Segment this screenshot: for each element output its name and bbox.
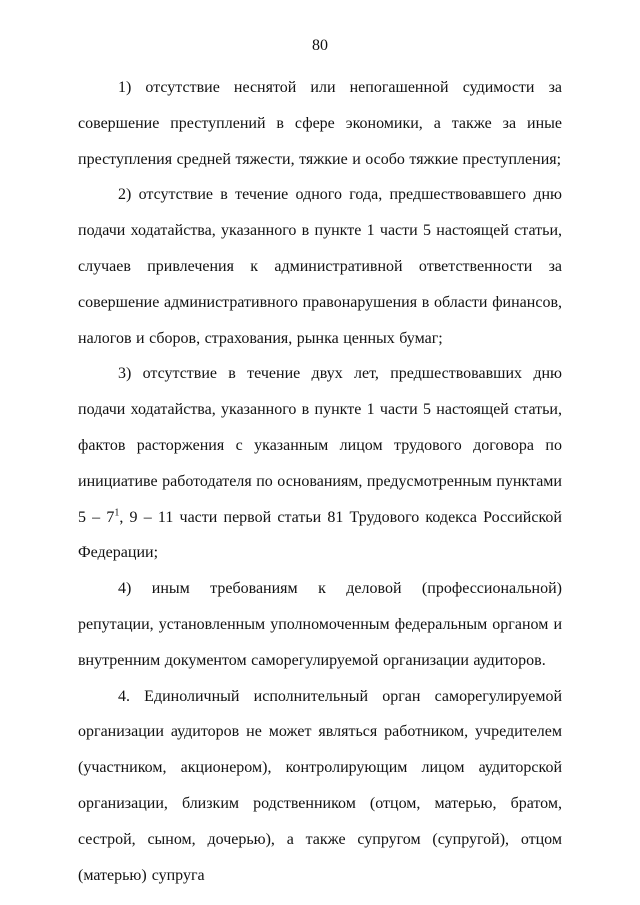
document-body <box>78 70 562 893</box>
paragraph-item-3 <box>78 356 562 571</box>
paragraph-section-4: 4. Единоличный исполнительный орган саморегулируемой организации аудиторов не может являться работником, учредителем (участником, акционером), контролирующим лицом аудиторской организации, близким родственником (отцом, матерью, братом, сестрой, сыном, дочерью), а также супругом (супругой), отцом (матерью) супруга <box>78 687 562 884</box>
paragraph-item-2: 2) отсутствие в течение одного года, предшествовавшего дню подачи ходатайства, указанного в пункте 1 части 5 настоящей статьи, случаев привлечения к административной ответственности за совершение административного правонарушения в области финансов, налогов и сборов, страхования, рынка ценных бумаг; <box>78 186 562 347</box>
paragraph-item-1: 1) отсутствие неснятой или непогашенной судимости за совершение преступлений в сфере экономики, а также за иные преступления средней тяжести, тяжкие и особо тяжкие преступления; <box>78 79 562 168</box>
superscript-marker: 1 <box>114 507 120 519</box>
paragraph-item-3-text-end: , 9 – 11 части первой статьи 81 Трудового кодекса Российской Федерации; <box>78 508 562 562</box>
paragraph-item-4: 4) иным требованиям к деловой (профессиональной) репутации, установленным уполномоченным федеральным органом и внутренним документом саморегулируемой организации аудиторов. <box>78 580 562 669</box>
page-number: 80 <box>312 37 328 54</box>
paragraph-item-3-text-start: 3) отсутствие в течение двух лет, предшествовавших дню подачи ходатайства, указанного в пункте 1 части 5 настоящей статьи, фактов расторжения с указанным лицом трудового договора по инициативе работодателя по основаниям, предусмотренным пунктами 5 – 7 <box>78 365 562 526</box>
